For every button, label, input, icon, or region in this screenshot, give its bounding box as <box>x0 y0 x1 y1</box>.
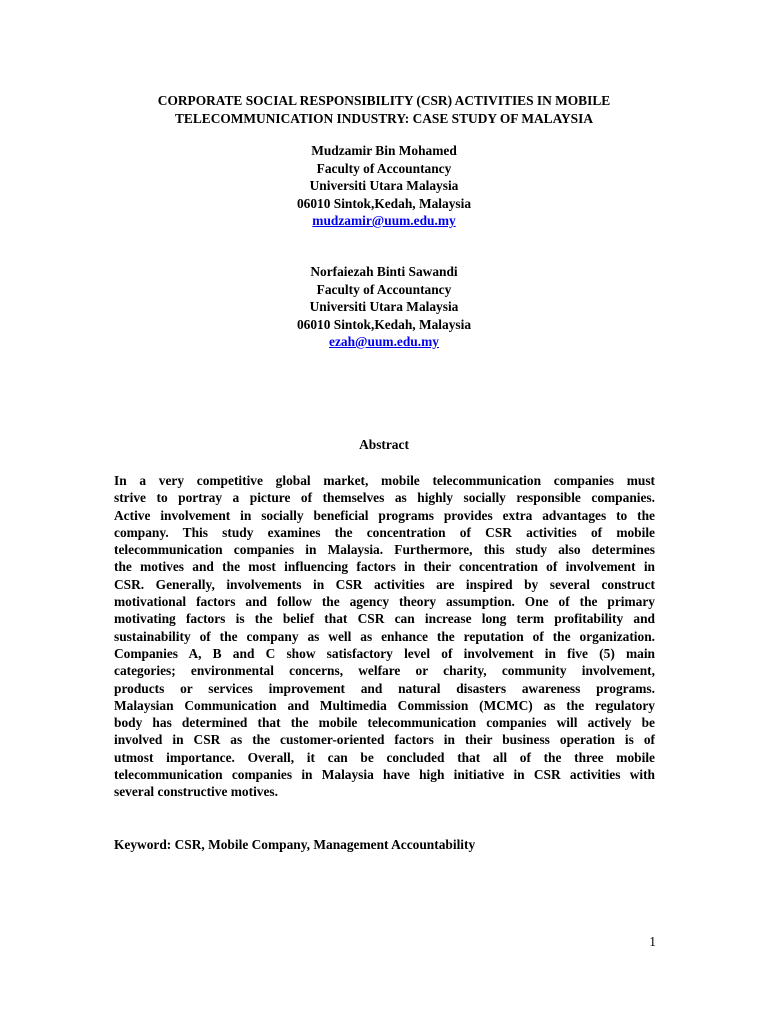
title-line-1: CORPORATE SOCIAL RESPONSIBILITY (CSR) ACTIVITIES IN MOBILE <box>157 93 611 108</box>
abstract-heading: Abstract <box>359 437 409 452</box>
abstract-line: body has determined that the mobile telecommunication companies will actively be <box>114 715 655 731</box>
author-email-link[interactable]: mudzamir@uum.edu.my <box>312 213 456 228</box>
abstract-line: utmost importance. Overall, it can be concluded that all of the three mobile <box>114 749 655 765</box>
paper-title <box>100 92 668 127</box>
abstract-line: motivating factors is the belief that CSR can increase long term profitability and <box>114 611 655 627</box>
author-university: Universiti Utara Malaysia <box>309 299 459 314</box>
keywords-line: Keyword: CSR, Mobile Company, Management Accountability <box>114 837 476 852</box>
abstract-line: products or services improvement and natural disasters awareness programs. <box>114 680 655 696</box>
abstract-line: company. This study examines the concentration of CSR activities of mobile <box>114 524 655 540</box>
abstract-line: several constructive motives. <box>114 784 278 800</box>
abstract-line: Active involvement in socially beneficial programs provides extra advantages to the <box>114 507 655 523</box>
abstract-line: the motives and the most influencing factors in their concentration of involvement in <box>114 559 655 575</box>
abstract-line: In a very competitive global market, mobile telecommunication companies must <box>114 473 655 488</box>
abstract-line: telecommunication companies in Malaysia have high initiative in CSR activities with <box>114 767 655 783</box>
author-address: 06010 Sintok,Kedah, Malaysia <box>296 316 472 332</box>
abstract-line: involved in CSR as the customer-oriented factors in their business operation is of <box>114 732 655 748</box>
author-address: 06010 Sintok,Kedah, Malaysia <box>296 195 472 211</box>
abstract-line: Companies A, B and C show satisfactory level of involvement in five (5) main <box>114 645 655 661</box>
page-number: 1 <box>649 934 656 949</box>
author-faculty: Faculty of Accountancy <box>316 160 452 176</box>
abstract-line: Malaysian Communication and Multimedia Commission (MCMC) as the regulatory <box>114 697 655 713</box>
abstract-line: sustainability of the company as well as enhance the reputation of the organization. <box>114 628 655 644</box>
author-name: Mudzamir Bin Mohamed <box>311 143 457 158</box>
abstract-body <box>114 472 655 801</box>
abstract-line: categories; environmental concerns, welfare or charity, community involvement, <box>114 663 655 679</box>
title-line-2: TELECOMMUNICATION INDUSTRY: CASE STUDY OF MALAYSIA <box>174 110 594 126</box>
author-name: Norfaiezah Binti Sawandi <box>310 264 458 279</box>
author-university: Universiti Utara Malaysia <box>309 178 459 193</box>
abstract-line: strive to portray a picture of themselves as highly socially responsible companies. <box>114 490 655 506</box>
abstract-line: CSR. Generally, involvements in CSR activities are inspired by several construct <box>114 576 655 592</box>
abstract-line: telecommunication companies in Malaysia. Furthermore, this study also determines <box>114 542 655 558</box>
author-block-1 <box>150 142 618 230</box>
author-faculty: Faculty of Accountancy <box>316 281 452 297</box>
author-block-2 <box>150 263 618 351</box>
abstract-line: motivational factors and follow the agency theory assumption. One of the primary <box>114 594 655 610</box>
author-email-link[interactable]: ezah@uum.edu.my <box>329 334 439 349</box>
